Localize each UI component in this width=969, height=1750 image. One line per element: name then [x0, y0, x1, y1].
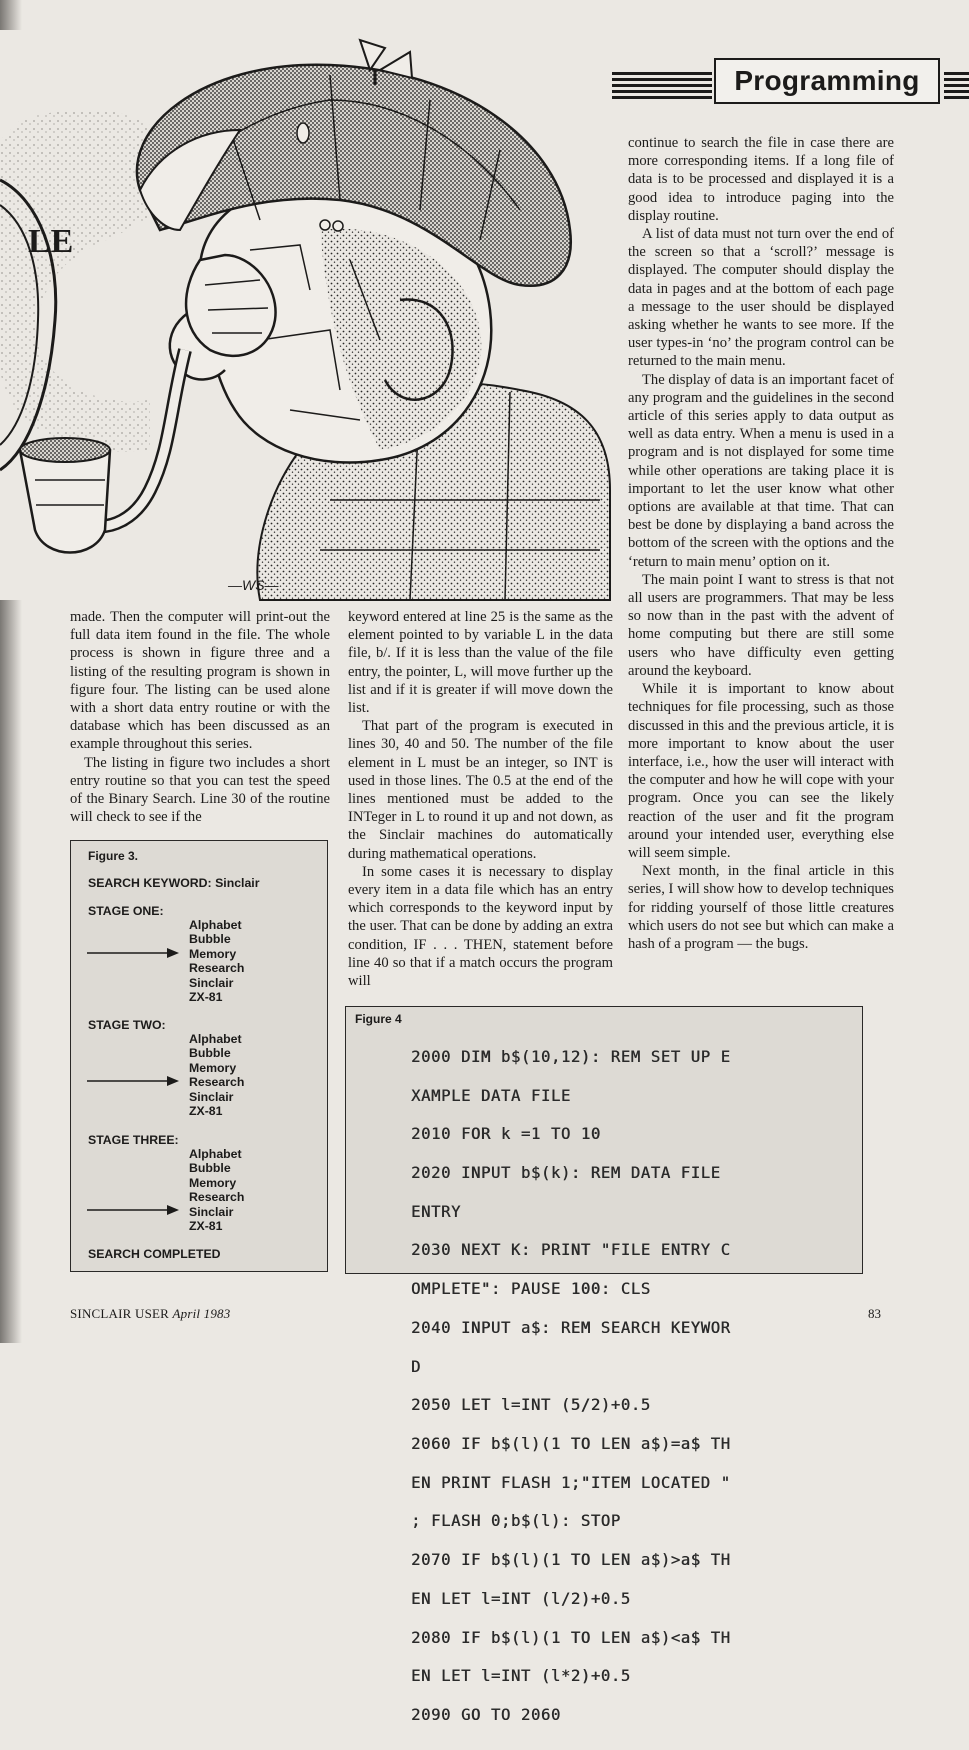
code-line: EN LET l=INT (l*2)+0.5 — [411, 1667, 631, 1686]
paragraph: While it is important to know about techniques for file processing, such as those discussed in this and the previous article, it is more important to know about the user interface, i.e., how the user will interact with the computer and how he will cope with your program. Once you can see the likely reaction of the user and fit the program around your intended user, everything else will seem simple. — [628, 681, 894, 861]
list-item: Sinclair — [189, 1204, 234, 1219]
paragraph: made. Then the computer will print-out the full data item found in the file. The whole process is shown in figure three and a listing of the resulting program is shown in figure four. The listing can be used alone with a short data entry routine or with the database which has been discussed as an example throughout this series. — [70, 609, 330, 753]
detective-robot-illustration — [0, 30, 610, 600]
code-line: 2090 GO TO 2060 — [411, 1706, 561, 1725]
code-line: ; FLASH 0;b$(l): STOP — [411, 1512, 621, 1531]
article-column-middle — [348, 608, 613, 990]
stage-list — [189, 918, 244, 1004]
magazine-name: SINCLAIR USER — [70, 1306, 170, 1321]
list-item: Research — [189, 1190, 245, 1205]
code-line: XAMPLE DATA FILE — [411, 1086, 571, 1105]
code-line: EN PRINT FLASH 1;"ITEM LOCATED " — [411, 1473, 731, 1492]
code-line: 2080 IF b$(l)(1 TO LEN a$)<a$ TH — [411, 1628, 731, 1647]
search-completed-label: SEARCH COMPLETED — [88, 1247, 221, 1261]
paragraph: The listing in figure two includes a short entry routine so that you can test the speed of the Binary Search. Line 30 of the routine will check to see if the — [70, 754, 330, 826]
list-item: ZX-81 — [189, 1104, 223, 1119]
stage-label: STAGE THREE: — [88, 1133, 179, 1147]
stage-label: STAGE TWO: — [88, 1018, 166, 1032]
article-column-left — [70, 608, 330, 826]
list-item: Alphabet — [189, 1147, 242, 1161]
code-line: EN LET l=INT (l/2)+0.5 — [411, 1589, 631, 1608]
code-line: ENTRY — [411, 1202, 461, 1221]
figure-label: Figure 4 — [355, 1012, 402, 1026]
header-rule-left — [612, 72, 712, 102]
stage-label: STAGE ONE: — [88, 904, 164, 918]
search-keyword-line: SEARCH KEYWORD: Sinclair — [88, 876, 260, 890]
illustration-word-fragment: LE — [28, 223, 74, 260]
artist-signature: —WS— — [228, 577, 279, 593]
header-rule-right — [944, 72, 969, 102]
paragraph: In some cases it is necessary to display every item in a data file which has an entry which corresponds to the keyword input by the user. That can be done by adding an extra condition, IF . . . THEN, statement before line 40 so that if a match occurs the program will — [348, 863, 613, 990]
paragraph: That part of the program is executed in lines 30, 40 and 50. The number of the file element in L must be an integer, so INT is used in those lines. The 0.5 at the end of the lines mentioned must be added to the INTeger in L to round it up and not down, as the Sinclair machines do automatically during mathematical operations. — [348, 718, 613, 862]
code-line: D — [411, 1357, 421, 1376]
code-line: OMPLETE": PAUSE 100: CLS — [411, 1280, 651, 1299]
article-column-right — [628, 134, 894, 953]
list-item: Bubble — [189, 1161, 231, 1176]
list-item: Memory — [189, 1175, 237, 1190]
pointer-arrow-icon — [87, 948, 179, 958]
issue-date: April 1983 — [172, 1306, 231, 1321]
stage-list — [189, 1147, 244, 1233]
code-line: 2050 LET l=INT (5/2)+0.5 — [411, 1396, 651, 1415]
code-line: 2040 INPUT a$: REM SEARCH KEYWOR — [411, 1318, 731, 1337]
list-item: Memory — [189, 1060, 237, 1075]
code-line: 2060 IF b$(l)(1 TO LEN a$)=a$ TH — [411, 1435, 731, 1453]
code-line: 2030 NEXT K: PRINT "FILE ENTRY C — [411, 1241, 731, 1260]
list-item: Bubble — [189, 932, 231, 947]
code-line: 2000 DIM b$(10,12): REM SET UP E — [411, 1047, 731, 1066]
list-item: ZX-81 — [189, 1219, 223, 1234]
paragraph: Next month, in the final article in this series, I will show how to develop techniques for ridding yourself of those little creatures which users do not see but which can make a hash of a program — the bugs. — [628, 863, 894, 952]
code-line: 2010 FOR k =1 TO 10 — [411, 1125, 601, 1144]
code-line: 2020 INPUT b$(k): REM DATA FILE — [411, 1163, 721, 1182]
list-item: Alphabet — [189, 1032, 242, 1046]
paragraph: continue to search the file in case there are more corresponding items. If a long file of data is to be processed and displayed it is a good idea to introduce paging into the display routine. — [628, 135, 894, 224]
paragraph: keyword entered at line 25 is the same as the element pointed to by variable L in the data file, b/. If it is less than the value of the file entry, the pointer, L, will move further up the list and if it is greater if will move down the list. — [348, 609, 613, 717]
basic-code-listing — [411, 1025, 851, 1748]
stage-list — [189, 1032, 244, 1118]
pointer-arrow-icon — [87, 1205, 179, 1215]
page-number: 83 — [868, 1306, 881, 1321]
figure-label: Figure 3. — [88, 849, 139, 863]
list-item: Memory — [189, 946, 237, 961]
paragraph: A list of data must not turn over the end of the screen so that a ‘scroll?’ message is displayed. The computer should display the data in pages and at the bottom of each page a message to the user should be displayed asking whether he wants to see more. If the user types-in ‘no’ the program control can be returned to the main menu. — [628, 226, 894, 370]
pointer-arrow-icon — [87, 1076, 179, 1086]
list-item: Sinclair — [189, 1089, 234, 1104]
list-item: Sinclair — [189, 975, 234, 990]
figure-4-program-listing — [345, 1006, 863, 1725]
list-item: Alphabet — [189, 918, 242, 932]
code-line: 2070 IF b$(l)(1 TO LEN a$)>a$ TH — [411, 1551, 731, 1570]
section-header-box — [714, 58, 940, 104]
page-footer-left — [70, 1306, 230, 1322]
paragraph: The display of data is an important facet of any program and the guidelines in the second article of this series apply to data output as well as data entry. When a menu is used in a program and is not displayed for some time while other operations are taking place it is important to let the user know what other options are available at that time. That can best be done by displaying a band across the bottom of the screen with the options and the ‘return to main menu’ option on it. — [628, 371, 894, 570]
list-item: Bubble — [189, 1046, 231, 1061]
list-item: Research — [189, 1075, 245, 1090]
list-item: ZX-81 — [189, 990, 223, 1005]
list-item: Research — [189, 961, 245, 976]
section-title: Programming — [734, 65, 920, 96]
paragraph: The main point I want to stress is that not all users are programmers. That may be less so now than in the past with the advent of home computing but there are still some users who have difficulty even getting around the keyboard. — [628, 571, 894, 679]
figure-3-binary-search-diagram — [70, 840, 328, 1272]
